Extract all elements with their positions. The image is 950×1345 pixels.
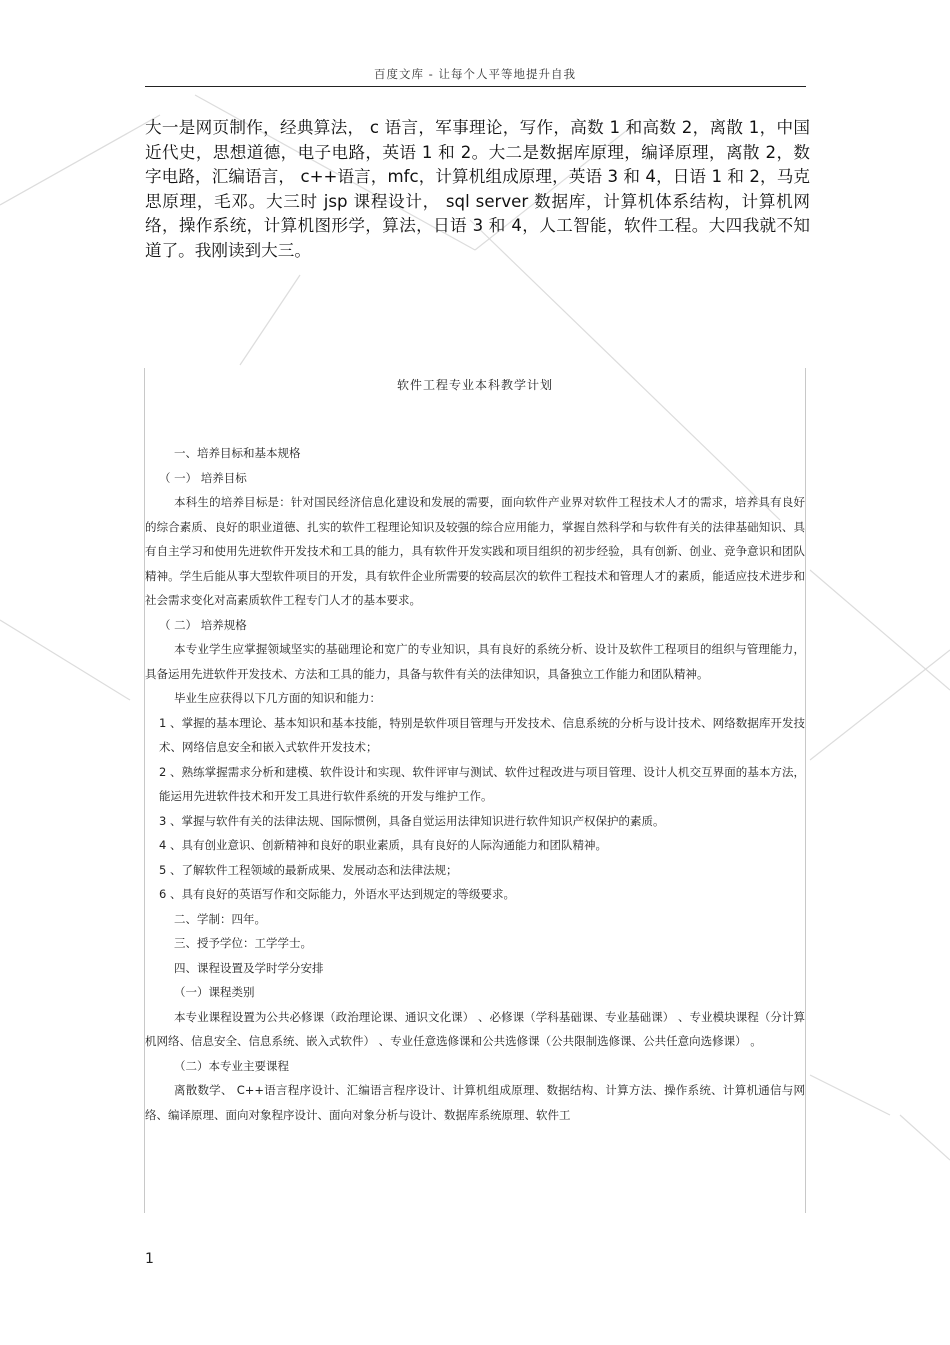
list-item: 4 、具有创业意识、创新精神和良好的职业素质，具有良好的人际沟通能力和团队精神。 (159, 838, 607, 852)
teaching-plan (145, 370, 805, 1210)
section-heading: 二、学制：四年。 (174, 911, 266, 926)
section-heading: 三、授予学位：工学学士。 (174, 936, 312, 950)
intro-paragraph: 大一是网页制作，经典算法， c 语言，军事理论，写作，高数 1 和高数 2，离散 1，中国近代史，思想道德，电子电路，英语 1 和 2。大二是数据库原理，编译原理，离散 2，数字电路，汇编语言， c++语言，mfc，计算机组成原理，英语 3 和 4，日语 1 和 2，马克思原理，毛邓。大三时 jsp 课程设计， sql server 数据库，计算机体系结构，计算机网络，操作系统，计算机图形学，算法，日语 3 和 4，人工智能，软件工程。大四我就不知道了。我刚读到大三。 (145, 118, 810, 260)
body-paragraph: 本专业学生应掌握领域坚实的基础理论和宽广的专业知识，具有良好的系统分析、设计及软件工程项目的组织与管理能力，具备运用先进软件开发技术、方法和工具的能力，具备与软件有关的法律知识，具备独立工作能力和团队精神。 (145, 642, 805, 681)
list-item: 3 、掌握与软件有关的法律法规、国际惯例，具备自觉运用法律知识进行软件知识产权保护的素质。 (159, 813, 665, 828)
page-header: 百度文库 - 让每个人平等地提升自我 (374, 67, 576, 81)
body-paragraph: 本科生的培养目标是：针对国民经济信息化建设和发展的需要，面向软件产业界对软件工程技术人才的需求，培养具有良好的综合素质、良好的职业道德、扎实的软件工程理论知识及较强的综合应用能力，掌握自然科学和与软件有关的法律基础知识、具有自主学习和使用先进软件开发技术和工具的能力，具有软件开发实践和项目组织的初步经验，具有创新、创业、竞争意识和团队精神。学生后能从事大型软件项目的开发，具有软件企业所需要的较高层次的软件工程技术和管理人才的素质，能适应技术进步和社会需求变化对高素质软件工程专门人才的基本要求。 (145, 495, 805, 607)
subsection-heading: （ 二） 培养规格 (159, 617, 247, 632)
list-item: 5 、了解软件工程领域的最新成果、发展动态和法律法规； (159, 862, 458, 877)
plan-body (145, 441, 805, 1127)
body-paragraph: 毕业生应获得以下几方面的知识和能力： (174, 691, 381, 705)
page-number: 1 (145, 1251, 154, 1267)
subsection-heading: （ 一） 培养目标 (159, 470, 247, 485)
body-paragraph: 本专业课程设置为公共必修课（政治理论课、通识文化课） 、必修课（学科基础课、专业基础课） 、专业模块课程（分计算机网络、信息安全、信息系统、嵌入式软件） 、专业任意选修课和公共选修课（公共限制选修课、公共任意向选修课） 。 (145, 1009, 805, 1048)
list-item: 6 、具有良好的英语写作和交际能力，外语水平达到规定的等级要求。 (159, 887, 515, 901)
list-item: 2 、熟练掌握需求分析和建模、软件设计和实现、软件评审与测试、软件过程改进与项目管理、设计人机交互界面的基本方法，能运用先进软件技术和开发工具进行软件系统的开发与维护工作。 (159, 764, 805, 803)
body-paragraph: 离散数学、 C++语言程序设计、汇编语言程序设计、计算机组成原理、数据结构、计算方法、操作系统、计算机通信与网络、编译原理、面向对象程序设计、面向对象分析与设计、数据库系统原理、软件工 (145, 1083, 805, 1122)
plan-title: 软件工程专业本科教学计划 (396, 378, 553, 392)
section-heading: 一、培养目标和基本规格 (174, 446, 301, 460)
header-divider (145, 86, 806, 87)
subsection-heading: （一）课程类别 (174, 985, 255, 999)
frame-border-right (805, 368, 806, 1213)
list-item: 1 、掌握的基本理论、基本知识和基本技能，特别是软件项目管理与开发技术、信息系统的分析与设计技术、网络数据库开发技术、网络信息安全和嵌入式软件开发技术； (159, 715, 805, 754)
section-heading: 四、课程设置及学时学分安排 (174, 960, 324, 975)
subsection-heading: （二）本专业主要课程 (174, 1058, 289, 1073)
